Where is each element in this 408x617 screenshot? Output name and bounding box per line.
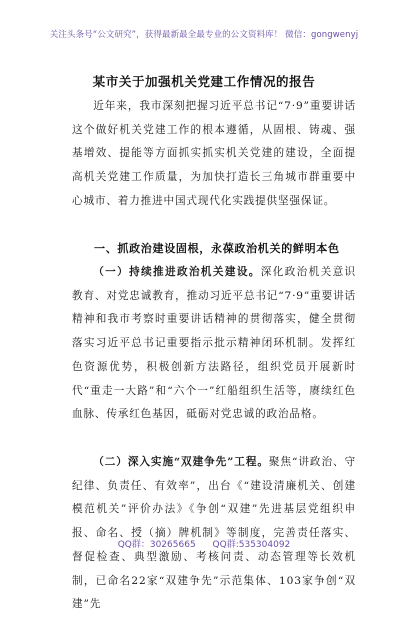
paragraph-item-2 [72, 451, 356, 617]
item-1-heading: （一）持续推进政治机关建设。 [93, 266, 261, 278]
top-promo-banner: 关注头条号“公文研究”，获得最新最全最专业的公文资料库！ 微信：gongwenyj [49, 30, 359, 40]
paragraph-item-1 [72, 261, 356, 427]
footer-qq-group-2: QQ群:535304092 [212, 540, 291, 550]
item-1-text: 深化政治机关意识教育、对党忠诚教育，推动习近平总书记“7·9”重要讲话精神和我市考察时重要讲话精神的贯彻落实，健全贯彻落实习近平总书记重要指示批示精神闭环机制。发挥红色资源优势，积极创新方法路径，组织党员开展新时代“重走一大路”和“六个一”红船组织生活等，赓续红色血脉、传承红色基因，砥砺对党忠诚的政治品格。 [72, 266, 356, 421]
item-2-text: 聚焦“讲政治、守纪律、负责任、有效率”，出台《“建设清廉机关、创建模范机关”评价办法》《争创“双建”先进基层党组织申报、命名、授（摘）牌机制》等制度，完善责任落实、督促检查、典型激励、考核问责、动态管理等长效机制，已命名22家“双建争先”示范集体、103家争创“双建”先 [72, 456, 356, 611]
item-2-heading: （二）深入实施“双建争先”工程。 [93, 456, 269, 468]
footer-contact [0, 537, 408, 550]
document-title: 某市关于加强机关党建工作情况的报告 [92, 74, 316, 89]
section-heading: 一、抓政治建设固根，永葆政治机关的鲜明本色 [94, 242, 340, 255]
footer-qq-group-1: QQ群：30265665 [117, 540, 196, 550]
intro-paragraph: 近年来，我市深刻把握习近平总书记“7·9”重要讲话这个做好机关党建工作的根本遵循，从固根、铸魂、强基增效、提能等方面抓实抓实机关党建的建设，全面提高机关党建工作质量，为加快打造长三角城市群重要中心城市、着力推进中国式现代化实践提供坚强保证。 [72, 100, 356, 207]
